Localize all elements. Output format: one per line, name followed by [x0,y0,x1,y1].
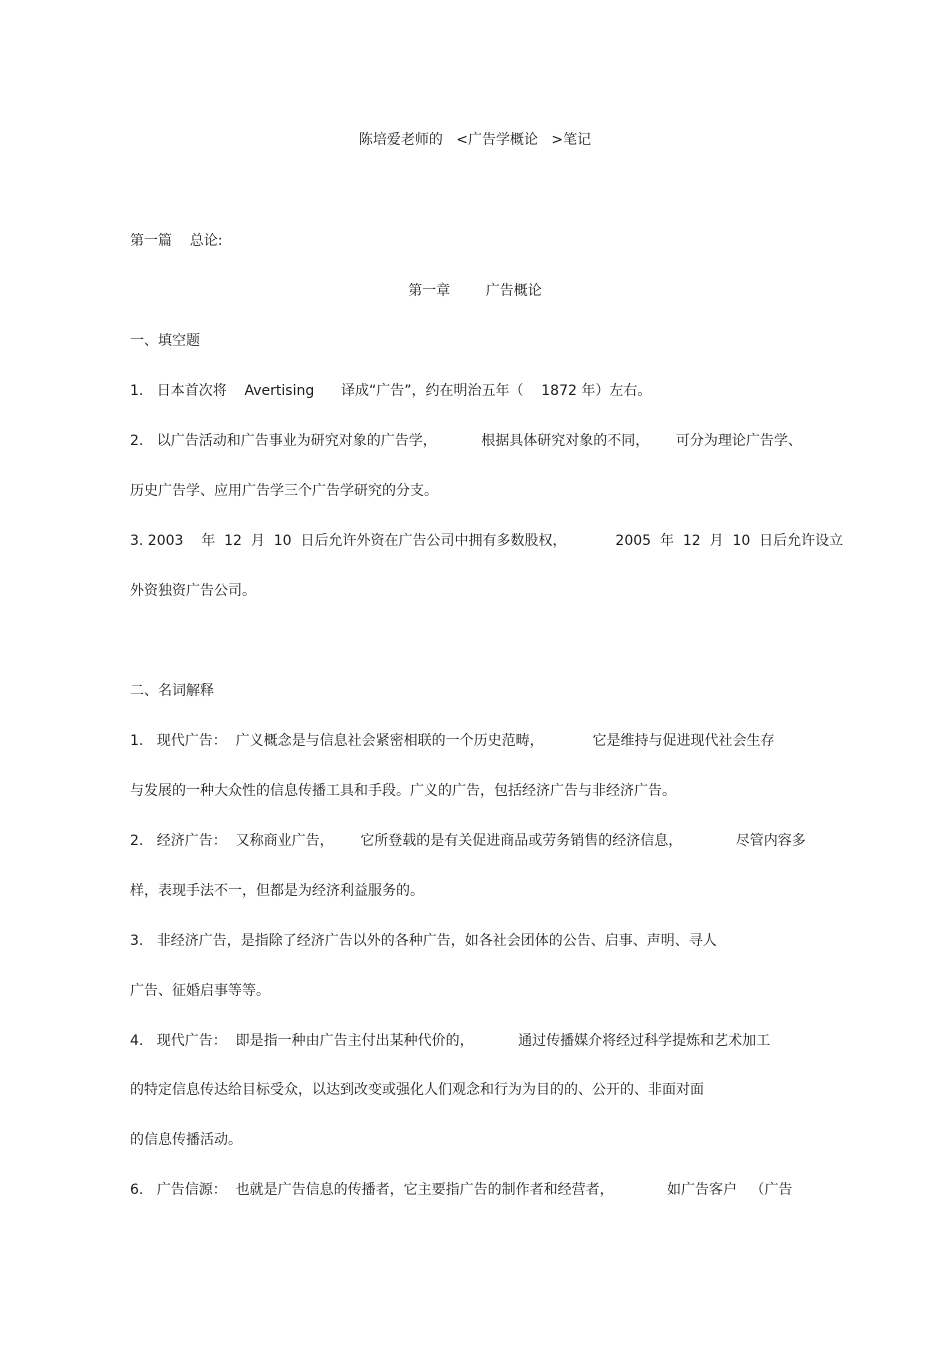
paragraph-line: 样，表现手法不一，但都是为经济利益服务的。 [130,883,424,899]
paragraph-line: 1. 日本首次将 Avertising 译成“广告”，约在明治五年（ 1872 年）左右。 [130,383,652,399]
paragraph-line: 3. 非经济广告，是指除了经济广告以外的各种广告，如各社会团体的公告、启事、声明、寻人 [130,933,717,949]
paragraph-line: 2. 以广告活动和广告事业为研究对象的广告学， 根据具体研究对象的不同， 可分为理论广告学、 [130,433,802,449]
paragraph-line: 1. 现代广告： 广义概念是与信息社会紧密相联的一个历史范畴， 它是维持与促进现代社会生存 [130,733,775,749]
paragraph-line: 6. 广告信源： 也就是广告信息的传播者，它主要指广告的制作者和经营者， 如广告客户 （广告 [130,1182,793,1198]
section-heading-definitions: 二、名词解释 [130,683,214,699]
paragraph-line: 的信息传播活动。 [130,1132,242,1148]
chapter-heading: 第一章 广告概论 [408,283,542,299]
paragraph-line: 2. 经济广告： 又称商业广告， 它所登载的是有关促进商品或劳务销售的经济信息， 尽管内容多 [130,833,806,849]
paragraph-line: 4. 现代广告： 即是指一种由广告主付出某种代价的， 通过传播媒介将经过科学提炼和艺术加工 [130,1033,771,1049]
paragraph-line: 的特定信息传达给目标受众，以达到改变或强化人们观念和行为为目的的、公开的、非面对面 [130,1082,704,1098]
paragraph-line: 广告、征婚启事等等。 [130,983,270,999]
paragraph-line: 外资独资广告公司。 [130,583,256,599]
part-heading: 第一篇 总论: [130,233,223,249]
paragraph-line: 3. 2003 年 12 月 10 日后允许外资在广告公司中拥有多数股权， 2005 年 12 月 10 日后允许设立 [130,533,844,549]
paragraph-line: 历史广告学、应用广告学三个广告学研究的分支。 [130,483,438,499]
section-heading-fill-blank: 一、填空题 [130,333,200,349]
paragraph-line: 与发展的一种大众性的信息传播工具和手段。广义的广告，包括经济广告与非经济广告。 [130,783,676,799]
document-title: 陈培爱老师的 <广告学概论 >笔记 [358,132,592,148]
